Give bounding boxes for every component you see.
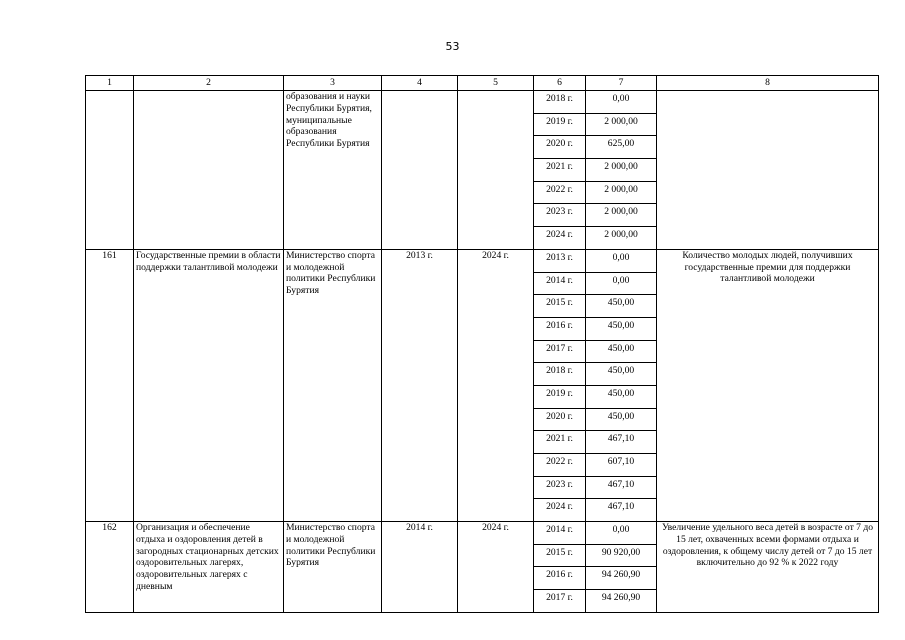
amount-cell: 450,00 xyxy=(586,317,657,340)
amount-cell: 607,10 xyxy=(586,454,657,477)
year-cell: 2017 г. xyxy=(534,590,586,613)
start-year-cell: 2013 г. xyxy=(382,249,458,521)
column-number-row xyxy=(86,76,879,91)
table-row xyxy=(86,91,879,114)
year-cell: 2014 г. xyxy=(534,522,586,545)
year-cell: 2019 г. xyxy=(534,113,586,136)
amount-cell: 90 920,00 xyxy=(586,544,657,567)
responsible-cell: образования и науки Республики Бурятия, муниципальные образования Республики Бурятия xyxy=(284,91,382,250)
measure-name-cell xyxy=(134,91,284,250)
year-cell: 2020 г. xyxy=(534,408,586,431)
amount-cell: 0,00 xyxy=(586,522,657,545)
column-number: 2 xyxy=(134,76,284,91)
column-number: 5 xyxy=(458,76,534,91)
year-cell: 2023 г. xyxy=(534,204,586,227)
year-cell: 2020 г. xyxy=(534,136,586,159)
amount-cell: 94 260,90 xyxy=(586,590,657,613)
indicator-cell xyxy=(657,91,879,250)
year-cell: 2014 г. xyxy=(534,272,586,295)
amount-cell: 467,10 xyxy=(586,476,657,499)
year-cell: 2018 г. xyxy=(534,363,586,386)
year-cell: 2019 г. xyxy=(534,385,586,408)
year-cell: 2021 г. xyxy=(534,159,586,182)
amount-cell: 2 000,00 xyxy=(586,159,657,182)
column-number: 6 xyxy=(534,76,586,91)
amount-cell: 467,10 xyxy=(586,431,657,454)
start-year-cell xyxy=(382,91,458,250)
column-number: 7 xyxy=(586,76,657,91)
amount-cell: 467,10 xyxy=(586,499,657,522)
year-cell: 2022 г. xyxy=(534,181,586,204)
end-year-cell: 2024 г. xyxy=(458,522,534,613)
table-row xyxy=(86,249,879,272)
column-number: 1 xyxy=(86,76,134,91)
program-table xyxy=(85,75,879,613)
amount-cell: 450,00 xyxy=(586,295,657,318)
row-number-cell xyxy=(86,91,134,250)
measure-name-cell: Государственные премии в области поддержки талантливой молодежи xyxy=(134,249,284,521)
year-cell: 2023 г. xyxy=(534,476,586,499)
amount-cell: 450,00 xyxy=(586,363,657,386)
row-number-cell: 162 xyxy=(86,522,134,613)
year-cell: 2016 г. xyxy=(534,567,586,590)
column-number: 8 xyxy=(657,76,879,91)
end-year-cell: 2024 г. xyxy=(458,249,534,521)
amount-cell: 2 000,00 xyxy=(586,113,657,136)
year-cell: 2024 г. xyxy=(534,499,586,522)
year-cell: 2015 г. xyxy=(534,544,586,567)
amount-cell: 2 000,00 xyxy=(586,204,657,227)
year-cell: 2017 г. xyxy=(534,340,586,363)
year-cell: 2018 г. xyxy=(534,91,586,114)
year-cell: 2024 г. xyxy=(534,227,586,250)
amount-cell: 94 260,90 xyxy=(586,567,657,590)
column-number: 3 xyxy=(284,76,382,91)
measure-name-cell: Организация и обеспечение отдыха и оздоровления детей в загородных стационарных детских оздоровительных лагерях, оздоровительных лагерях с дневным xyxy=(134,522,284,613)
start-year-cell: 2014 г. xyxy=(382,522,458,613)
page-number: 53 xyxy=(445,40,460,53)
year-cell: 2022 г. xyxy=(534,454,586,477)
amount-cell: 450,00 xyxy=(586,340,657,363)
responsible-cell: Министерство спорта и молодежной политики Республики Бурятия xyxy=(284,522,382,613)
amount-cell: 0,00 xyxy=(586,91,657,114)
indicator-cell: Увеличение удельного веса детей в возрасте от 7 до 15 лет, охваченных всеми формами отдыха и оздоровления, к общему числу детей от 7 до 15 лет включительно до 92 % к 2022 году xyxy=(657,522,879,613)
amount-cell: 0,00 xyxy=(586,272,657,295)
amount-cell: 625,00 xyxy=(586,136,657,159)
year-cell: 2013 г. xyxy=(534,249,586,272)
year-cell: 2015 г. xyxy=(534,295,586,318)
amount-cell: 450,00 xyxy=(586,385,657,408)
amount-cell: 2 000,00 xyxy=(586,227,657,250)
end-year-cell xyxy=(458,91,534,250)
year-cell: 2016 г. xyxy=(534,317,586,340)
responsible-cell: Министерство спорта и молодежной политики Республики Бурятия xyxy=(284,249,382,521)
amount-cell: 0,00 xyxy=(586,249,657,272)
table-row xyxy=(86,522,879,545)
row-number-cell: 161 xyxy=(86,249,134,521)
year-cell: 2021 г. xyxy=(534,431,586,454)
indicator-cell: Количество молодых людей, получивших государственные премии для поддержки талантливой молодежи xyxy=(657,249,879,521)
amount-cell: 2 000,00 xyxy=(586,181,657,204)
amount-cell: 450,00 xyxy=(586,408,657,431)
column-number: 4 xyxy=(382,76,458,91)
